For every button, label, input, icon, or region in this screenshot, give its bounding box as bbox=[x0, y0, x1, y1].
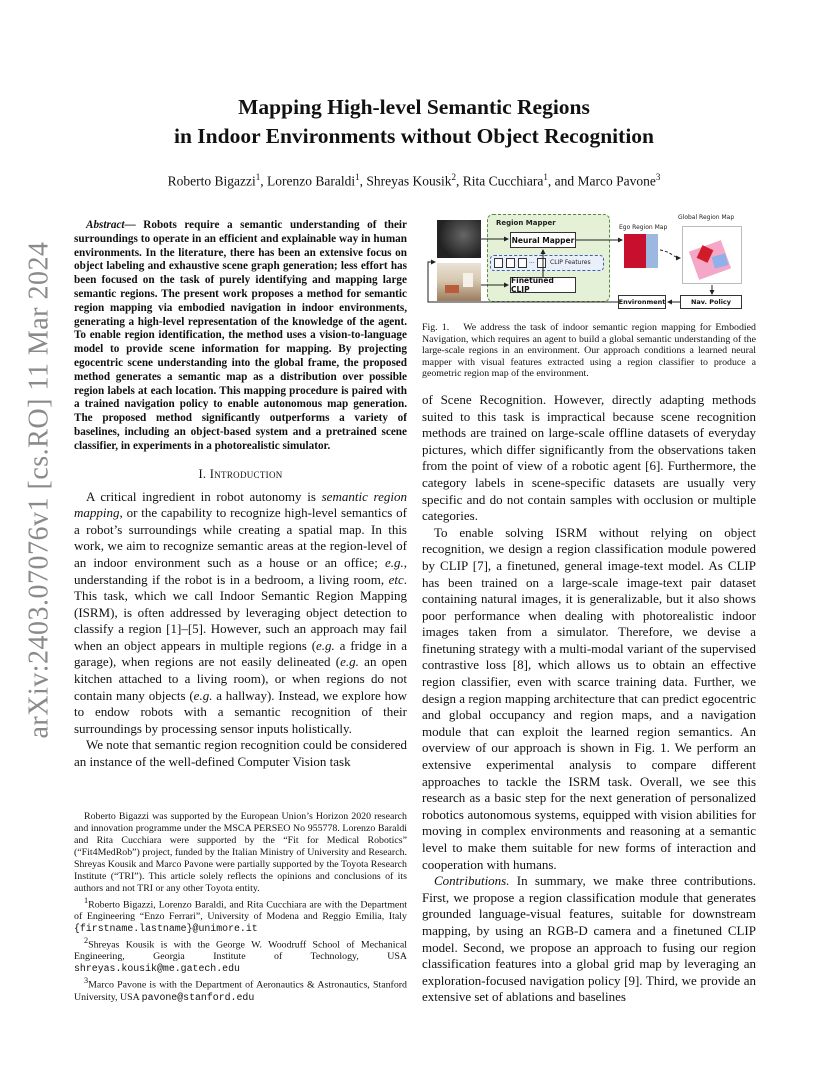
ego-region-map bbox=[624, 234, 658, 268]
footnote-2-email: shreyas.kousik@me.gatech.edu bbox=[74, 963, 240, 975]
author-name: Roberto Bigazzi bbox=[167, 173, 256, 189]
rgb-observation-image bbox=[437, 263, 481, 301]
right-paragraph-2: To enable solving ISRM without relying on object recognition, we design a region classification module powered by CLIP [7], a finetuned, general image-text model. As CLIP has been trained on a large-scale image-text pair dataset containing natural images, it is generalizable, but it also shows poor performance when dealing with photorealistic indoor images taken from a simulator. Therefore, we devise a finetuning strategy with a multi-modal variant of the supervised contrastive loss [8], which allows us to obtain an effective region classifier, even with scarce training data. Further, we design a region mapping architecture that can predict egocentric and global occupancy and region maps, and a navigation module that can exploit the learned region semantics. An overview of our approach is shown in Fig. 1. We perform an extensive experimental analysis to compare different approaches to tackle the ISRM task. Overall, we see this research as a basic step for the next generation of personalized robotics autonomous systems, equipped with vision abilities for moving in complex environments and reasoning at a semantic level to make them suitable for new forms of interaction and cooperation with humans. bbox=[422, 524, 756, 872]
author-list bbox=[0, 172, 828, 190]
figure-caption-text: We address the task of indoor semantic region mapping for Embodied Navigation, which requires an agent to build a global semantic understanding of the large-scale regions in an environment. Our approach conditions a learned neural mapper with visual features extracted using a region classifier to produce a geometric region map of the environment. bbox=[422, 322, 756, 380]
abstract bbox=[74, 219, 407, 454]
finetuned-clip-box: Finetuned CLIP bbox=[510, 277, 576, 293]
text-segment: A critical ingredient in robot autonomy is bbox=[86, 488, 322, 504]
author-affiliation: 1 bbox=[355, 172, 360, 182]
author-affiliation: 1 bbox=[255, 172, 261, 182]
arrow bbox=[660, 250, 680, 258]
text-segment: a hallway). Instead, we explore how to endow robots with a semantic recognition of their surroundings by processing sensor inputs holistically. bbox=[74, 687, 407, 736]
intro-paragraph-1 bbox=[74, 489, 407, 738]
feature-cell-icon bbox=[518, 258, 527, 268]
contributions-text: In summary, we make three contributions. First, we propose a region classification module that generates grounded language-visual features, suitable for downstream mapping, by using an RGB-D camera and a finetuned CLIP model. Second, we propose an approach to fusing our region classification features into a global grid map by leveraging an exploration-focused navigation policy [9]. Third, we provide an extensive set of ablations and baselines bbox=[422, 873, 756, 1005]
footnote-funding: Roberto Bigazzi was supported by the European Union’s Horizon 2020 research and innovation programme under the MSCA PERSEO No 955778. Lorenzo Baraldi and Rita Cucchiara were supported by the “Fit for Medical Robotics” (“Fit4MedRob”) project, funded by the Italian Ministry of University and Research. Shreyas Kousik and Marco Pavone were partially supported by the Toyota Research Institute (“TRI”). This article solely reflects the opinions and conclusions of its authors and not TRI or any other Toyota entity. bbox=[74, 810, 407, 894]
author-separator: , bbox=[260, 173, 268, 189]
author-affiliation: 1 bbox=[543, 172, 548, 182]
clip-features-label: CLIP Features bbox=[550, 259, 591, 266]
figure-caption bbox=[422, 322, 756, 380]
footnote-1: $^1$Roberto Bigazzi, Lorenzo Baraldi, and Rita Cucchiara are with the Department of Engineering “Enzo Ferrari”, University of Modena and Reggio Emilia, Italy {firstname.lastname}@unimore.it bbox=[74, 895, 407, 934]
arxiv-identifier-text: arXiv:2403.07076v1 [cs.RO] 11 Mar 2024 bbox=[23, 241, 55, 739]
paper-title bbox=[0, 93, 828, 151]
section-heading bbox=[74, 467, 407, 482]
footnote-3: $^3$Marco Pavone is with the Department of Aeronautics & Astronautics, Stanford University, USA pavone@stanford.edu bbox=[74, 976, 407, 1003]
text-segment: , understanding if the robot is in a bedroom, a living room, bbox=[74, 554, 407, 587]
italic-text: etc bbox=[388, 571, 404, 587]
text-segment: an open kitchen attached to a living room), or when regions do not contain many objects ( bbox=[74, 654, 407, 703]
right-body bbox=[422, 392, 756, 1006]
contributions-label: Contributions. bbox=[434, 873, 510, 889]
region-mapper-label: Region Mapper bbox=[496, 219, 556, 227]
text-segment: , or the capability to recognize high-level semantics of a robot’s surroundings while creating a spatial map. In this work, we aim to recognize semantic areas at the region-level of an indoor environment such as a house or an office; bbox=[74, 505, 407, 570]
feature-cell-icon bbox=[537, 258, 546, 268]
footnote-1-email: {firstname.lastname}@unimore.it bbox=[74, 922, 258, 934]
section-title: Introduction bbox=[209, 466, 283, 481]
global-region-map-label: Global Region Map bbox=[678, 214, 735, 221]
right-paragraph-1: of Scene Recognition. However, directly adapting methods suited to this task is impractical because scene recognition methods are trained on large-scale offline datasets of everyday pictures, which differ significantly from the observations taken from the point of view of a robotic agent [6]. Furthermore, the category labels in scene-specific datasets are usually very specific and do not contain samples with occlusion or multiple categories. bbox=[422, 391, 756, 524]
section-number: I. bbox=[198, 466, 207, 481]
nav-policy-box: Nav. Policy bbox=[680, 295, 742, 309]
italic-text: e.g. bbox=[316, 637, 335, 653]
italic-text: e.g. bbox=[340, 654, 359, 670]
italic-text: semantic region mapping bbox=[74, 488, 407, 521]
footnotes bbox=[74, 811, 407, 1004]
footnote-3-email: pavone@stanford.edu bbox=[141, 991, 255, 1003]
intro-paragraph-2: We note that semantic region recognition could be considered an instance of the well-defined Computer Vision task bbox=[74, 737, 407, 770]
feature-ellipsis: ... bbox=[529, 258, 535, 265]
right-paragraph-3 bbox=[422, 873, 756, 1006]
text-segment: a fridge in a garage), when regions are not easily delineated ( bbox=[74, 637, 407, 670]
author-name: Rita Cucchiara bbox=[462, 173, 544, 189]
author-separator: , and bbox=[547, 173, 578, 189]
abstract-label: Abstract bbox=[86, 219, 125, 231]
italic-text: e.g. bbox=[384, 554, 404, 570]
depth-observation-image bbox=[437, 220, 481, 258]
environment-box: Environment bbox=[618, 295, 666, 309]
abstract-text: — Robots require a semantic understanding of their surroundings to operate in an efficient and explainable way in human environments. In the literature, there has been an extensive focus on object labeling and exhaustive scene graph generation; less effort has been focused on the task of purely identifying and mapping large semantic regions. The present work proposes a method for semantic region mapping via embodied navigation in indoor environments, generating a high-level representation of the knowledge of the agent. To enable region identification, the method uses a vision-to-language model to provide scene information for mapping. By projecting egocentric scene understanding into the global frame, the proposed method generates a semantic map as a distribution over possible region labels at each location. This mapping procedure is paired with a trained navigation policy to enable autonomous map generation. The proposed method significantly outperforms a variety of baselines, including an object-based system and a pretrained scene classifier, in experiments in a photorealistic simulator. bbox=[74, 219, 407, 452]
feature-cell-icon bbox=[506, 258, 515, 268]
feature-cell-icon bbox=[494, 258, 503, 268]
right-column bbox=[422, 210, 756, 1006]
ego-region-map-label: Ego Region Map bbox=[619, 224, 668, 231]
global-region-map bbox=[682, 226, 742, 284]
italic-text: e.g. bbox=[193, 687, 213, 703]
author-name: Shreyas Kousik bbox=[366, 173, 452, 189]
author-separator: , bbox=[456, 173, 463, 189]
author-name: Marco Pavone bbox=[577, 173, 656, 189]
figure-1 bbox=[422, 210, 756, 310]
author-affiliation: 3 bbox=[655, 172, 661, 182]
neural-mapper-box: Neural Mapper bbox=[510, 232, 576, 248]
text-segment: . This task, which we call Indoor Semantic Region Mapping (ISRM), is often addressed by leveraging object detection to classify a region [1]–[5]. However, such an approach may fail when an object appears in multiple regions ( bbox=[74, 571, 407, 653]
author-name: Lorenzo Baraldi bbox=[267, 173, 356, 189]
left-column bbox=[74, 219, 407, 1004]
figure-label: Fig. 1. bbox=[422, 322, 450, 333]
arxiv-identifier bbox=[8, 241, 70, 739]
footnote-2: $^2$Shreyas Kousik is with the George W. Woodruff School of Mechanical Engineering, Georgia Institute of Technology, USA shreyas.kousik@me.gatech.edu bbox=[74, 935, 407, 975]
author-separator: , bbox=[359, 173, 367, 189]
title-line-2: in Indoor Environments without Object Recognition bbox=[173, 124, 654, 148]
author-affiliation: 2 bbox=[451, 172, 456, 182]
title-line-1: Mapping High-level Semantic Regions bbox=[238, 95, 590, 119]
